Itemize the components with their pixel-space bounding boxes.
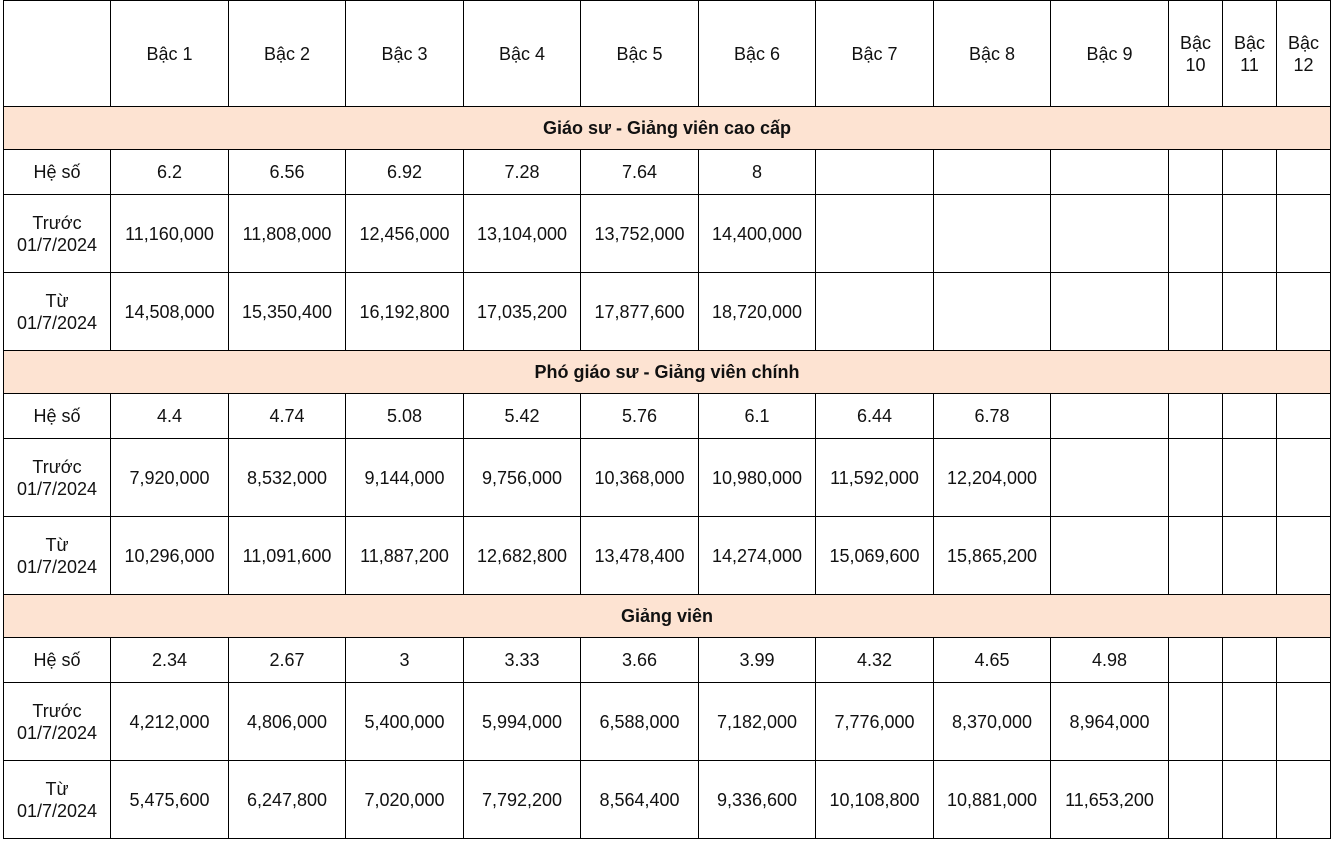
header-cell: Bậc 3 bbox=[346, 1, 464, 107]
table-row bbox=[4, 195, 1331, 273]
header-cell: Bậc 1 bbox=[111, 1, 229, 107]
table-cell: 17,877,600 bbox=[581, 273, 699, 351]
table-cell bbox=[1169, 439, 1223, 517]
table-cell: 11,808,000 bbox=[229, 195, 346, 273]
table-cell: 13,752,000 bbox=[581, 195, 699, 273]
table-cell bbox=[1169, 394, 1223, 439]
table-cell: 11,887,200 bbox=[346, 517, 464, 595]
table-cell: 9,336,600 bbox=[699, 761, 816, 839]
section-header-row bbox=[4, 595, 1331, 638]
salary-table bbox=[3, 0, 1331, 839]
header-cell: Bậc 8 bbox=[934, 1, 1051, 107]
table-cell bbox=[1169, 761, 1223, 839]
table-cell bbox=[1223, 195, 1277, 273]
header-cell: Bậc 7 bbox=[816, 1, 934, 107]
table-cell bbox=[1277, 273, 1331, 351]
table-cell bbox=[1051, 394, 1169, 439]
table-cell bbox=[1277, 394, 1331, 439]
table-cell: 5.76 bbox=[581, 394, 699, 439]
table-cell: 5.42 bbox=[464, 394, 581, 439]
table-cell bbox=[1051, 195, 1169, 273]
table-cell: 6.1 bbox=[699, 394, 816, 439]
table-cell bbox=[1223, 150, 1277, 195]
table-cell bbox=[934, 195, 1051, 273]
row-label: Hệ số bbox=[4, 638, 111, 683]
table-row bbox=[4, 761, 1331, 839]
header-cell: Bậc 5 bbox=[581, 1, 699, 107]
table-cell: 4.65 bbox=[934, 638, 1051, 683]
table-cell bbox=[816, 195, 934, 273]
header-cell: Bậc 2 bbox=[229, 1, 346, 107]
table-cell bbox=[1223, 761, 1277, 839]
table-cell: 9,756,000 bbox=[464, 439, 581, 517]
table-cell bbox=[1169, 150, 1223, 195]
table-cell: 14,508,000 bbox=[111, 273, 229, 351]
table-cell: 10,296,000 bbox=[111, 517, 229, 595]
table-cell: 11,592,000 bbox=[816, 439, 934, 517]
section-title: Giảng viên bbox=[4, 595, 1331, 638]
table-cell: 3.99 bbox=[699, 638, 816, 683]
table-cell: 3 bbox=[346, 638, 464, 683]
table-cell bbox=[1277, 761, 1331, 839]
table-cell: 12,456,000 bbox=[346, 195, 464, 273]
table-row bbox=[4, 517, 1331, 595]
table-cell bbox=[1277, 195, 1331, 273]
table-cell: 3.66 bbox=[581, 638, 699, 683]
table-cell: 7,182,000 bbox=[699, 683, 816, 761]
row-label: Trước 01/7/2024 bbox=[4, 195, 111, 273]
table-cell: 4.98 bbox=[1051, 638, 1169, 683]
table-row bbox=[4, 150, 1331, 195]
row-label: Từ 01/7/2024 bbox=[4, 273, 111, 351]
table-cell: 13,104,000 bbox=[464, 195, 581, 273]
table-cell: 8,564,400 bbox=[581, 761, 699, 839]
table-row bbox=[4, 439, 1331, 517]
table-cell: 14,274,000 bbox=[699, 517, 816, 595]
table-cell bbox=[1051, 439, 1169, 517]
table-cell bbox=[1277, 683, 1331, 761]
table-cell bbox=[1169, 683, 1223, 761]
table-row bbox=[4, 273, 1331, 351]
table-cell bbox=[1223, 517, 1277, 595]
table-cell: 5,994,000 bbox=[464, 683, 581, 761]
table-cell bbox=[1223, 638, 1277, 683]
table-cell bbox=[1051, 517, 1169, 595]
table-cell: 4.4 bbox=[111, 394, 229, 439]
table-cell: 10,881,000 bbox=[934, 761, 1051, 839]
header-cell: Bậc 11 bbox=[1223, 1, 1277, 107]
table-cell bbox=[1223, 683, 1277, 761]
header-cell: Bậc 6 bbox=[699, 1, 816, 107]
table-cell: 4.32 bbox=[816, 638, 934, 683]
table-cell: 11,160,000 bbox=[111, 195, 229, 273]
table-cell bbox=[1223, 439, 1277, 517]
table-cell: 9,144,000 bbox=[346, 439, 464, 517]
table-cell: 5,400,000 bbox=[346, 683, 464, 761]
table-cell: 17,035,200 bbox=[464, 273, 581, 351]
table-cell bbox=[1051, 273, 1169, 351]
section-header-row bbox=[4, 107, 1331, 150]
table-cell: 14,400,000 bbox=[699, 195, 816, 273]
row-label: Hệ số bbox=[4, 394, 111, 439]
header-cell: Bậc 9 bbox=[1051, 1, 1169, 107]
section-title: Giáo sư - Giảng viên cao cấp bbox=[4, 107, 1331, 150]
header-cell: Bậc 4 bbox=[464, 1, 581, 107]
table-cell bbox=[1169, 195, 1223, 273]
table-cell bbox=[1169, 638, 1223, 683]
table-row bbox=[4, 394, 1331, 439]
table-cell: 10,108,800 bbox=[816, 761, 934, 839]
table-cell: 4,806,000 bbox=[229, 683, 346, 761]
table-row bbox=[4, 683, 1331, 761]
table-cell: 6.92 bbox=[346, 150, 464, 195]
table-cell bbox=[1051, 150, 1169, 195]
row-label: Từ 01/7/2024 bbox=[4, 761, 111, 839]
table-cell bbox=[1277, 439, 1331, 517]
table-cell: 7,776,000 bbox=[816, 683, 934, 761]
table-cell: 6,247,800 bbox=[229, 761, 346, 839]
table-cell bbox=[1223, 394, 1277, 439]
table-cell: 6.56 bbox=[229, 150, 346, 195]
table-cell: 5,475,600 bbox=[111, 761, 229, 839]
table-cell: 11,091,600 bbox=[229, 517, 346, 595]
table-cell bbox=[1169, 517, 1223, 595]
table-cell: 11,653,200 bbox=[1051, 761, 1169, 839]
table-cell: 7,020,000 bbox=[346, 761, 464, 839]
table-cell bbox=[1169, 273, 1223, 351]
header-cell: Bậc 10 bbox=[1169, 1, 1223, 107]
table-cell: 3.33 bbox=[464, 638, 581, 683]
table-cell: 15,069,600 bbox=[816, 517, 934, 595]
row-label: Trước 01/7/2024 bbox=[4, 439, 111, 517]
table-cell: 8,964,000 bbox=[1051, 683, 1169, 761]
table-cell: 7.64 bbox=[581, 150, 699, 195]
row-label: Hệ số bbox=[4, 150, 111, 195]
table-cell: 8,532,000 bbox=[229, 439, 346, 517]
header-cell-corner bbox=[4, 1, 111, 107]
table-cell bbox=[1277, 638, 1331, 683]
row-label: Từ 01/7/2024 bbox=[4, 517, 111, 595]
table-cell: 18,720,000 bbox=[699, 273, 816, 351]
table-cell: 15,865,200 bbox=[934, 517, 1051, 595]
table-cell bbox=[816, 273, 934, 351]
section-title: Phó giáo sư - Giảng viên chính bbox=[4, 351, 1331, 394]
table-cell: 8,370,000 bbox=[934, 683, 1051, 761]
table-cell bbox=[1277, 517, 1331, 595]
table-cell: 10,980,000 bbox=[699, 439, 816, 517]
table-cell bbox=[934, 150, 1051, 195]
table-cell: 6.2 bbox=[111, 150, 229, 195]
table-cell: 4,212,000 bbox=[111, 683, 229, 761]
table-cell: 7,792,200 bbox=[464, 761, 581, 839]
table-cell: 6,588,000 bbox=[581, 683, 699, 761]
table-cell bbox=[1277, 150, 1331, 195]
table-cell: 13,478,400 bbox=[581, 517, 699, 595]
table-cell: 2.34 bbox=[111, 638, 229, 683]
table-cell bbox=[1223, 273, 1277, 351]
header-row bbox=[4, 1, 1331, 107]
table-cell: 16,192,800 bbox=[346, 273, 464, 351]
table-cell: 5.08 bbox=[346, 394, 464, 439]
table-cell: 6.78 bbox=[934, 394, 1051, 439]
row-label: Trước 01/7/2024 bbox=[4, 683, 111, 761]
table-cell: 7.28 bbox=[464, 150, 581, 195]
table-cell: 10,368,000 bbox=[581, 439, 699, 517]
section-header-row bbox=[4, 351, 1331, 394]
table-cell: 2.67 bbox=[229, 638, 346, 683]
table-cell: 12,204,000 bbox=[934, 439, 1051, 517]
header-cell: Bậc 12 bbox=[1277, 1, 1331, 107]
table-cell: 7,920,000 bbox=[111, 439, 229, 517]
table-cell bbox=[816, 150, 934, 195]
table-cell: 8 bbox=[699, 150, 816, 195]
table-cell: 15,350,400 bbox=[229, 273, 346, 351]
table-row bbox=[4, 638, 1331, 683]
table-cell: 4.74 bbox=[229, 394, 346, 439]
table-cell bbox=[934, 273, 1051, 351]
table-cell: 12,682,800 bbox=[464, 517, 581, 595]
table-cell: 6.44 bbox=[816, 394, 934, 439]
